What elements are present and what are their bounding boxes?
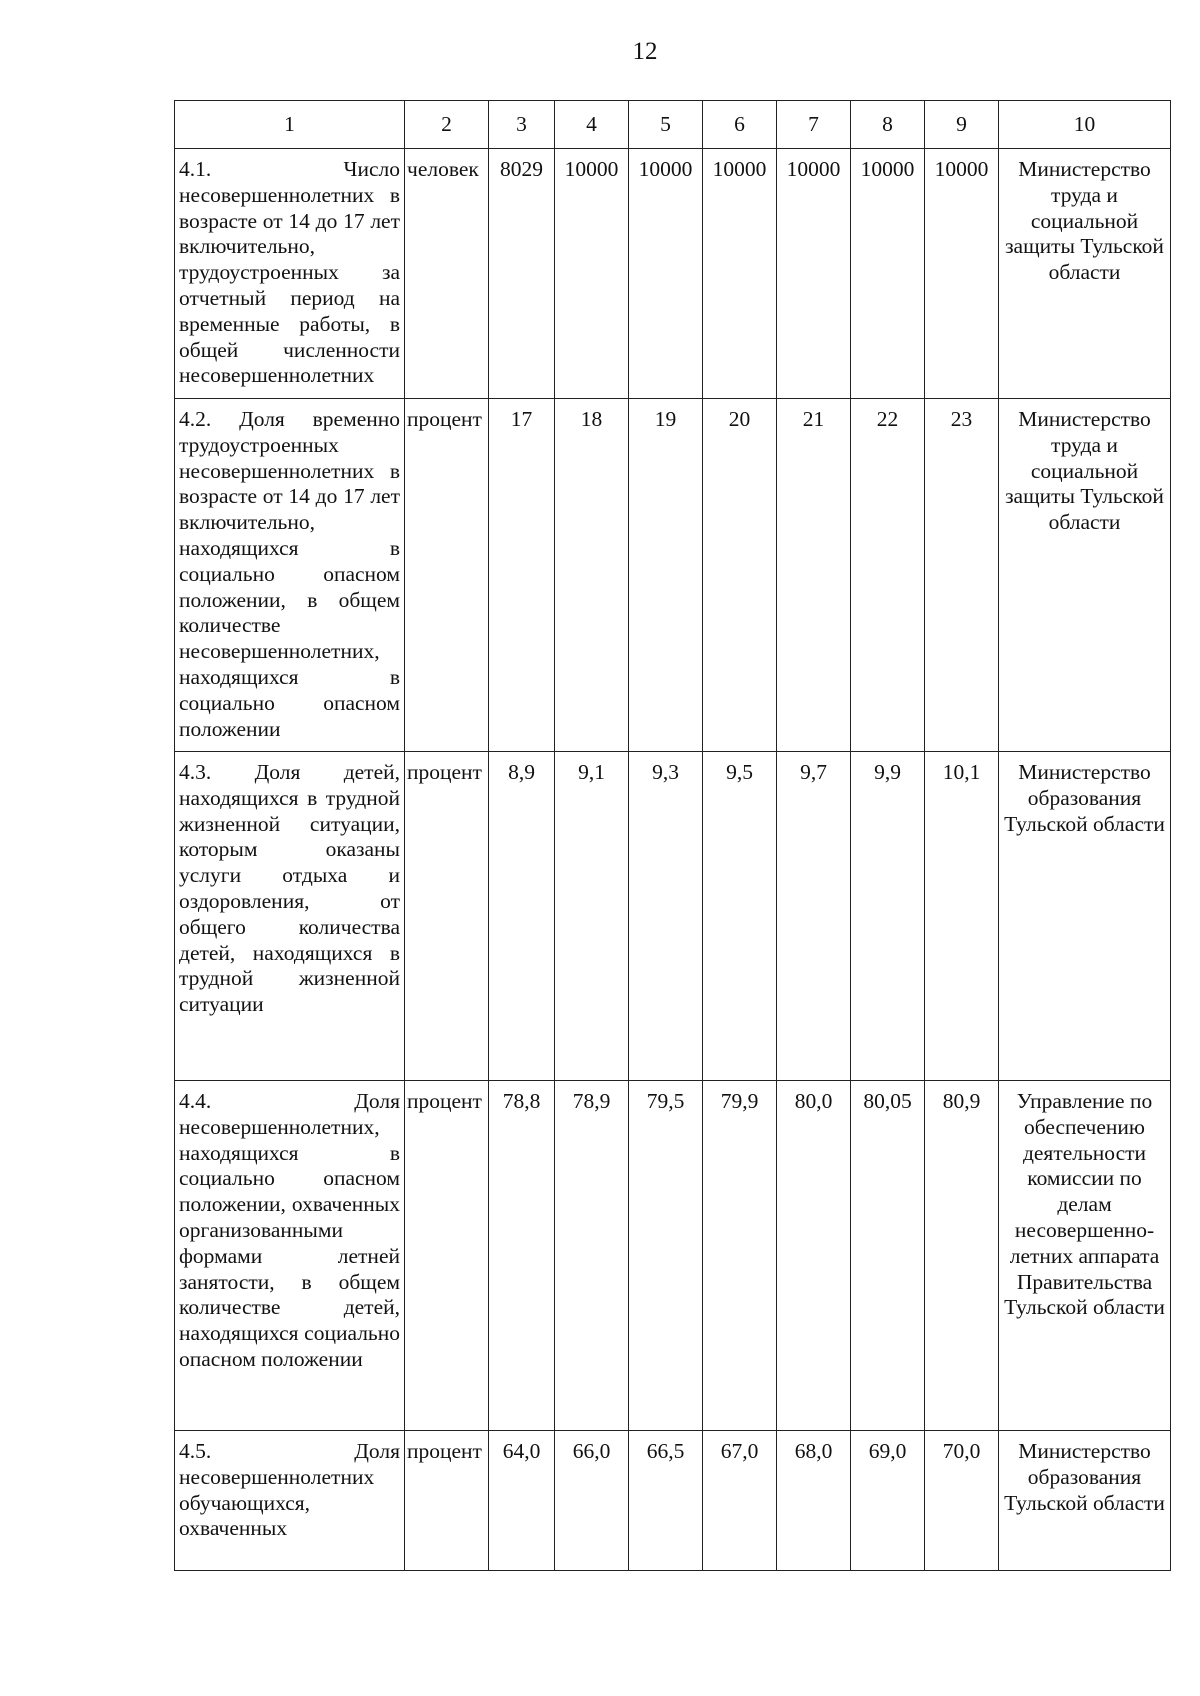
value-cell: 64,0 xyxy=(489,1431,555,1571)
responsible-org: Министерство образования Тульской области xyxy=(999,752,1171,1081)
column-header: 2 xyxy=(405,101,489,149)
value-cell: 78,9 xyxy=(555,1081,629,1431)
value-cell: 67,0 xyxy=(703,1431,777,1571)
table-row xyxy=(175,752,1171,1081)
responsible-org: Министерство труда и социальной защиты Тульской области xyxy=(999,149,1171,399)
value-cell: 22 xyxy=(851,399,925,752)
unit-cell: человек xyxy=(405,149,489,399)
unit-cell: процент xyxy=(405,399,489,752)
value-cell: 10000 xyxy=(703,149,777,399)
indicator-name: 4.1. Число несовершеннолетних в возрасте от 14 до 17 лет включительно, трудоустроенных за отчетный период на временные работы, в общей численности несовершеннолетних xyxy=(175,149,405,399)
value-cell: 9,3 xyxy=(629,752,703,1081)
value-cell: 9,7 xyxy=(777,752,851,1081)
table-row xyxy=(175,1431,1171,1571)
column-header: 4 xyxy=(555,101,629,149)
column-header: 7 xyxy=(777,101,851,149)
value-cell: 18 xyxy=(555,399,629,752)
value-cell: 66,5 xyxy=(629,1431,703,1571)
table-header-row xyxy=(175,101,1171,149)
value-cell: 8,9 xyxy=(489,752,555,1081)
unit-cell: процент xyxy=(405,752,489,1081)
value-cell: 20 xyxy=(703,399,777,752)
table-row xyxy=(175,399,1171,752)
column-header: 1 xyxy=(175,101,405,149)
unit-cell: процент xyxy=(405,1431,489,1571)
value-cell: 80,05 xyxy=(851,1081,925,1431)
value-cell: 70,0 xyxy=(925,1431,999,1571)
value-cell: 9,5 xyxy=(703,752,777,1081)
indicator-name: 4.3. Доля детей, находящихся в трудной жизненной ситуации, которым оказаны услуги отдыха и оздоровления, от общего количества детей, находящихся в трудной жизненной ситуации xyxy=(175,752,405,1081)
responsible-org: Министерство труда и социальной защиты Тульской области xyxy=(999,399,1171,752)
value-cell: 9,1 xyxy=(555,752,629,1081)
value-cell: 10000 xyxy=(777,149,851,399)
column-header: 3 xyxy=(489,101,555,149)
value-cell: 79,5 xyxy=(629,1081,703,1431)
indicators-table xyxy=(174,100,1171,1571)
value-cell: 10000 xyxy=(851,149,925,399)
value-cell: 10000 xyxy=(925,149,999,399)
column-header: 6 xyxy=(703,101,777,149)
value-cell: 66,0 xyxy=(555,1431,629,1571)
value-cell: 10,1 xyxy=(925,752,999,1081)
value-cell: 68,0 xyxy=(777,1431,851,1571)
indicator-name: 4.5. Доля несовершеннолетних обучающихся, охваченных xyxy=(175,1431,405,1571)
value-cell: 69,0 xyxy=(851,1431,925,1571)
value-cell: 78,8 xyxy=(489,1081,555,1431)
column-header: 9 xyxy=(925,101,999,149)
value-cell: 17 xyxy=(489,399,555,752)
page-number: 12 xyxy=(632,38,658,65)
indicator-name: 4.4. Доля несовершеннолетних, находящихся в социально опасном положении, охваченных организованными формами летней занятости, в общем количестве детей, находящихся социально опасном положении xyxy=(175,1081,405,1431)
value-cell: 9,9 xyxy=(851,752,925,1081)
value-cell: 21 xyxy=(777,399,851,752)
value-cell: 80,9 xyxy=(925,1081,999,1431)
column-header: 8 xyxy=(851,101,925,149)
value-cell: 10000 xyxy=(629,149,703,399)
indicator-name: 4.2. Доля временно трудоустроенных несовершеннолетних в возрасте от 14 до 17 лет включительно, находящихся в социально опасном положении, в общем количестве несовершеннолетних, находящихся в социально опасном положении xyxy=(175,399,405,752)
column-header: 5 xyxy=(629,101,703,149)
value-cell: 23 xyxy=(925,399,999,752)
value-cell: 19 xyxy=(629,399,703,752)
value-cell: 8029 xyxy=(489,149,555,399)
column-header: 10 xyxy=(999,101,1171,149)
table-row xyxy=(175,1081,1171,1431)
responsible-org: Министерство образования Тульской области xyxy=(999,1431,1171,1571)
value-cell: 79,9 xyxy=(703,1081,777,1431)
table-row xyxy=(175,149,1171,399)
value-cell: 80,0 xyxy=(777,1081,851,1431)
responsible-org: Управление по обеспечению деятельности комиссии по делам несовершенно-летних аппарата Правительства Тульской области xyxy=(999,1081,1171,1431)
unit-cell: процент xyxy=(405,1081,489,1431)
value-cell: 10000 xyxy=(555,149,629,399)
